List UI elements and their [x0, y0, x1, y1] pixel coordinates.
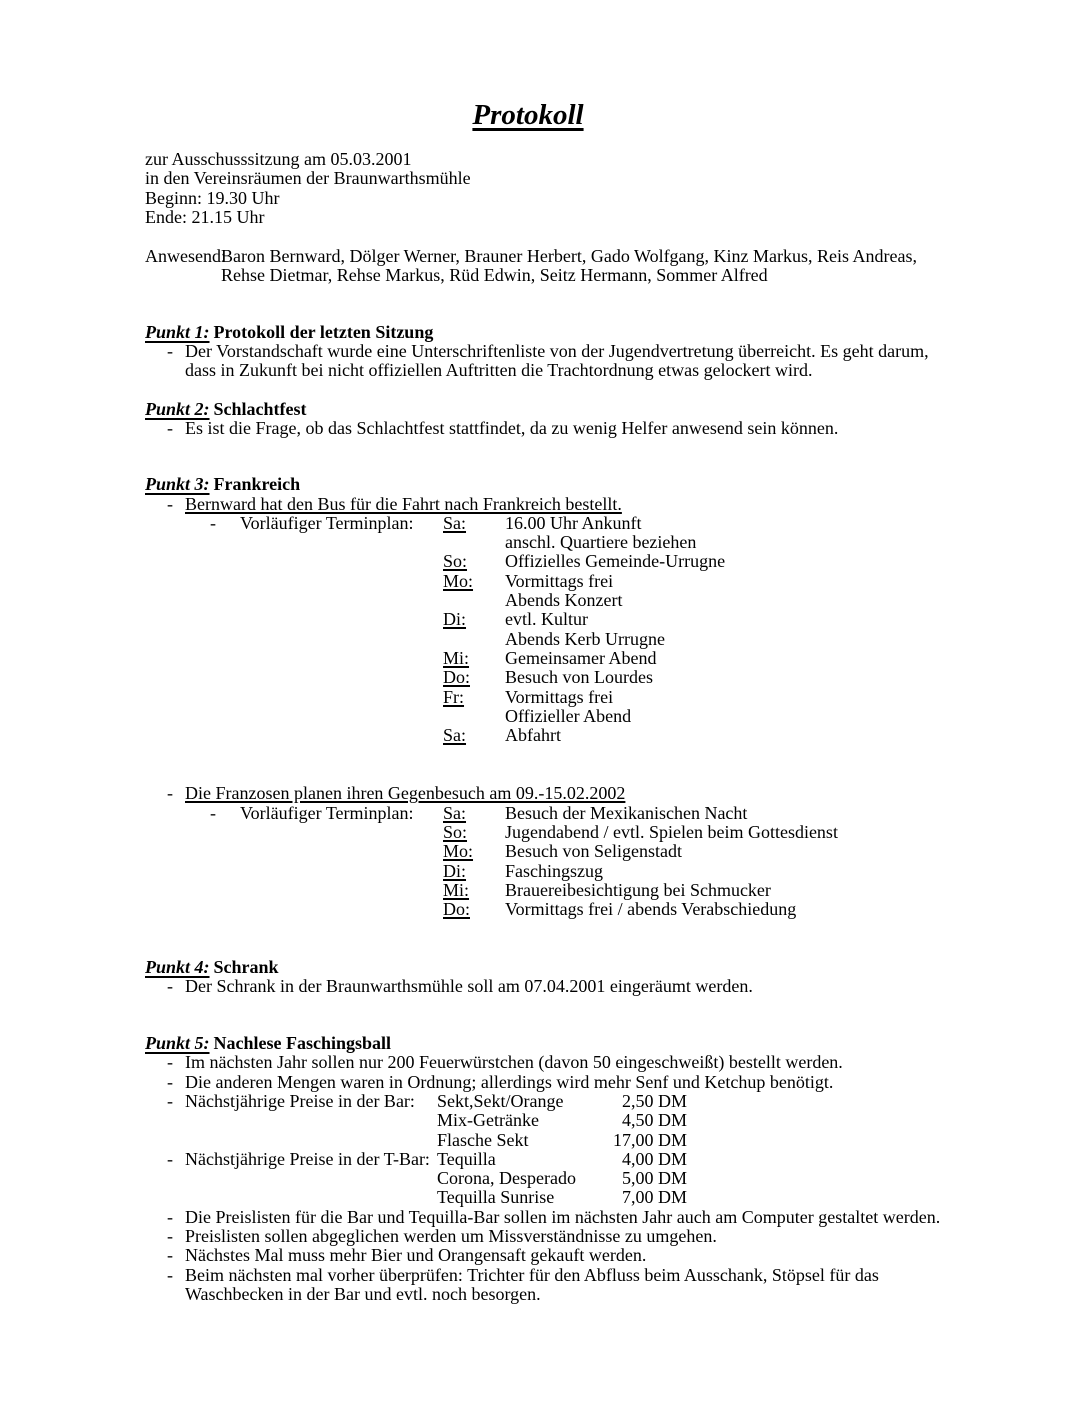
price-value: 4,50 DM — [621, 1110, 687, 1131]
bullet-text: Beim nächsten mal vorher überprüfen: Trichter für den Abfluss beim Ausschank, Stöpsel für das Waschbecken in der Bar und evtl. noch besorgen. — [185, 1264, 879, 1304]
schedule-pre — [145, 514, 443, 533]
price-item: Sekt,Sekt/Orange — [437, 1090, 564, 1111]
bullet-text: Bernward hat den Bus für die Fahrt nach Frankreich bestellt. — [185, 493, 622, 514]
price-row — [145, 1150, 945, 1169]
schedule-row — [145, 533, 945, 552]
schedule-day: Do: — [443, 899, 470, 920]
price-row — [145, 1169, 945, 1188]
bullet-dash: - — [210, 802, 216, 823]
section-heading-punkt1 — [145, 323, 945, 342]
schedule-text: Offizieller Abend — [505, 705, 632, 726]
schedule-text: Vormittags frei — [505, 686, 614, 707]
schedule-day: Sa: — [443, 725, 467, 746]
price-row — [145, 1188, 945, 1207]
bullet-text: Der Schrank in der Braunwarthsmühle soll am 07.04.2001 eingeräumt werden. — [185, 975, 753, 996]
schedule-row — [145, 514, 945, 533]
schedule-row — [145, 572, 945, 591]
price-list-label: Nächstjährige Preise in der T-Bar: — [185, 1148, 430, 1169]
bullet-dash: - — [167, 975, 173, 996]
title-row — [145, 97, 945, 136]
schedule-day: Sa: — [443, 802, 467, 823]
heading-label: Punkt 3: — [145, 474, 210, 495]
bullet-dash: - — [167, 493, 173, 514]
schedule-row — [145, 862, 945, 881]
bullet-dash: - — [167, 1090, 173, 1111]
schedule-row — [145, 707, 945, 726]
schedule-row — [145, 591, 945, 610]
heading-title: Frankreich — [213, 474, 301, 495]
terminplan-label: Vorläufiger Terminplan: — [240, 512, 414, 533]
section-heading-punkt3 — [145, 475, 945, 494]
bullet-item — [145, 1246, 945, 1265]
schedule-text: anschl. Quartiere beziehen — [505, 532, 697, 553]
schedule-text: Abfahrt — [505, 725, 561, 746]
bullet-dash: - — [167, 1148, 173, 1169]
schedule-pre — [145, 804, 443, 823]
price-item: Tequilla Sunrise — [437, 1187, 555, 1208]
price-value: 5,00 DM — [621, 1168, 687, 1189]
schedule-row — [145, 610, 945, 629]
bullet-dash: - — [167, 1245, 173, 1266]
heading-label: Punkt 2: — [145, 398, 210, 419]
schedule-text: Faschingszug — [505, 860, 603, 881]
bullet-text: Nächstes Mal muss mehr Bier und Orangensaft gekauft werden. — [185, 1245, 647, 1266]
bullet-dash: - — [167, 1052, 173, 1073]
bullet-dash: - — [167, 1071, 173, 1092]
bullet-item — [145, 1053, 945, 1072]
bullet-item — [145, 1227, 945, 1246]
bullet-dash: - — [167, 1264, 173, 1285]
bullet-item — [145, 784, 945, 803]
heading-label: Punkt 5: — [145, 1033, 210, 1054]
price-value: 2,50 DM — [621, 1090, 687, 1111]
bullet-text: Die Preislisten für die Bar und Tequilla-Bar sollen im nächsten Jahr auch am Computer gestaltet werden. — [185, 1206, 941, 1227]
header-line-end: Ende: 21.15 Uhr — [145, 206, 265, 227]
bullet-text: Die Franzosen planen ihren Gegenbesuch am 09.-15.02.2002 — [185, 783, 626, 804]
price-item: Tequilla — [437, 1148, 496, 1169]
schedule-text: evtl. Kultur — [505, 609, 588, 630]
schedule-day: Mo: — [443, 570, 474, 591]
schedule-text: Vormittags frei / abends Verabschiedung — [505, 899, 797, 920]
schedule-text: Vormittags frei — [505, 570, 614, 591]
schedule-row — [145, 823, 945, 842]
bullet-text: Es ist die Frage, ob das Schlachtfest stattfindet, da zu wenig Helfer anwesend sein können. — [185, 417, 839, 438]
section-heading-punkt4 — [145, 958, 945, 977]
header-line-meeting: zur Ausschusssitzung am 05.03.2001 — [145, 149, 412, 169]
price-item: Mix-Getränke — [437, 1110, 539, 1131]
price-list-label: Nächstjährige Preise in der Bar: — [185, 1090, 415, 1111]
schedule-text: Brauereibesichtigung bei Schmucker — [505, 879, 771, 900]
price-row — [145, 1092, 945, 1111]
bullet-dash: - — [210, 512, 216, 533]
schedule-row — [145, 668, 945, 687]
schedule-day: Mi: — [443, 647, 470, 668]
bullet-text: Der Vorstandschaft wurde eine Unterschriftenliste von der Jugendvertretung überreicht. Es geht darum, dass in Zukunft bei nicht offiziellen Auftritten die Trachtordnung etwas gelockert wird. — [185, 341, 929, 381]
bullet-item — [145, 1208, 945, 1227]
header-block — [145, 150, 945, 227]
price-item: Corona, Desperado — [437, 1168, 576, 1189]
schedule-day: Fr: — [443, 686, 465, 707]
schedule-row — [145, 649, 945, 668]
price-row — [145, 1111, 945, 1130]
attendees-line: Baron Bernward, Dölger Werner, Brauner Herbert, Gado Wolfgang, Kinz Markus, Reis Andreas, — [221, 246, 918, 267]
price-value: 17,00 DM — [612, 1129, 687, 1150]
schedule-text: Gemeinsamer Abend — [505, 647, 657, 668]
bullet-dash: - — [167, 783, 173, 804]
schedule-row — [145, 552, 945, 571]
bullet-dash: - — [167, 417, 173, 438]
attendees-names — [221, 247, 945, 286]
bullet-dash: - — [167, 1226, 173, 1247]
schedule-day: So: — [443, 822, 468, 843]
header-line-location: in den Vereinsräumen der Braunwarthsmühle — [145, 168, 471, 189]
bullet-item — [145, 342, 945, 381]
price-value: 7,00 DM — [621, 1187, 687, 1208]
price-row — [145, 1131, 945, 1150]
schedule-day: Mi: — [443, 879, 470, 900]
bullet-item — [145, 1073, 945, 1092]
terminplan-label: Vorläufiger Terminplan: — [240, 802, 414, 823]
schedule-day: Mo: — [443, 841, 474, 862]
schedule-day: Di: — [443, 609, 467, 630]
schedule-row — [145, 900, 945, 919]
bullet-item — [145, 977, 945, 996]
schedule-text: Besuch von Lourdes — [505, 667, 653, 688]
price-item: Flasche Sekt — [437, 1129, 529, 1150]
price-pre — [145, 1092, 437, 1111]
price-value: 4,00 DM — [621, 1148, 687, 1169]
page-title: Protokoll — [472, 99, 584, 131]
schedule-row — [145, 630, 945, 649]
section-heading-punkt2 — [145, 400, 945, 419]
schedule-day: Sa: — [443, 512, 467, 533]
bullet-text: Preislisten sollen abgeglichen werden um Missverständnisse zu umgehen. — [185, 1226, 717, 1247]
schedule-day: Do: — [443, 667, 470, 688]
heading-label: Punkt 1: — [145, 321, 210, 342]
bullet-text: Die anderen Mengen waren in Ordnung; allerdings wird mehr Senf und Ketchup benötigt. — [185, 1071, 834, 1092]
schedule-row — [145, 804, 945, 823]
bullet-text: Im nächsten Jahr sollen nur 200 Feuerwürstchen (davon 50 eingeschweißt) bestellt werden. — [185, 1052, 843, 1073]
schedule-text: Offizielles Gemeinde-Urrugne — [505, 551, 726, 572]
price-pre — [145, 1150, 437, 1169]
schedule-day: Di: — [443, 860, 467, 881]
bullet-dash: - — [167, 341, 173, 362]
bullet-item — [145, 419, 945, 438]
bullet-item — [145, 1266, 945, 1305]
heading-title: Schrank — [213, 956, 279, 977]
heading-title: Nachlese Faschingsball — [213, 1033, 392, 1054]
bullet-item — [145, 495, 945, 514]
bullet-dash: - — [167, 1206, 173, 1227]
schedule-text: Besuch der Mexikanischen Nacht — [505, 802, 748, 823]
schedule-row — [145, 688, 945, 707]
schedule-row — [145, 842, 945, 861]
schedule-row — [145, 726, 945, 745]
schedule-row — [145, 881, 945, 900]
attendees-block — [145, 247, 945, 286]
heading-title: Protokoll der letzten Sitzung — [213, 321, 434, 342]
schedule-text: 16.00 Uhr Ankunft — [505, 512, 642, 533]
heading-title: Schlachtfest — [213, 398, 307, 419]
schedule-text: Jugendabend / evtl. Spielen beim Gottesdienst — [505, 822, 838, 843]
schedule-day: So: — [443, 551, 468, 572]
header-line-begin: Beginn: 19.30 Uhr — [145, 187, 280, 208]
schedule-text: Abends Kerb Urrugne — [505, 628, 665, 649]
schedule-text: Abends Konzert — [505, 590, 623, 611]
section-heading-punkt5 — [145, 1034, 945, 1053]
attendees-label: Anwesend: — [145, 246, 226, 267]
schedule-text: Besuch von Seligenstadt — [505, 841, 682, 862]
heading-label: Punkt 4: — [145, 956, 210, 977]
attendees-line: Rehse Dietmar, Rehse Markus, Rüd Edwin, Seitz Hermann, Sommer Alfred — [221, 265, 768, 286]
